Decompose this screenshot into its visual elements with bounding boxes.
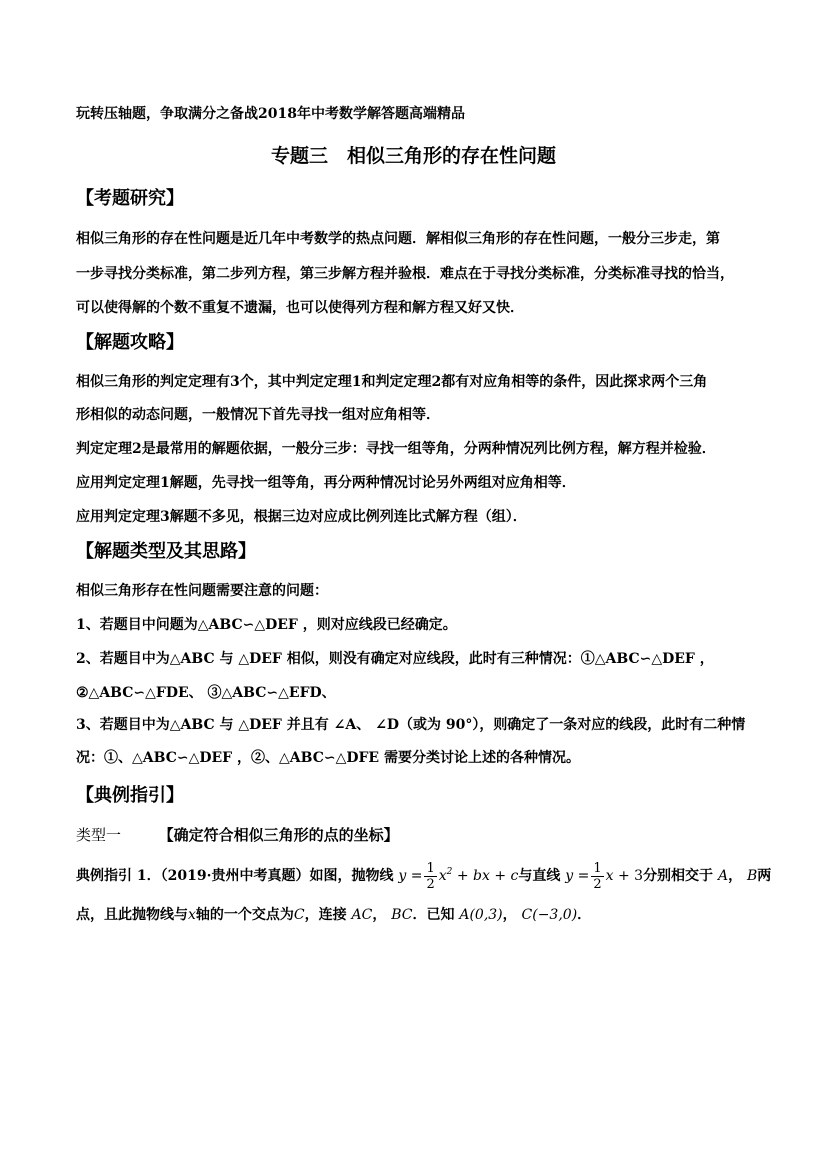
example-prefix: 典例指引 1． — [76, 868, 161, 884]
example-text-1: 如图，抛物线 — [309, 868, 394, 884]
section-heading-strategy: 【解题攻略】 — [76, 332, 184, 353]
point-a: A — [717, 868, 729, 884]
types-line-6: 况：①、△ABC∽△DEF ，②、△ABC∽△DFE 需要分类讨论上述的各种情况。 — [76, 750, 580, 766]
a-coordinate: A(0,3) — [459, 907, 503, 923]
strategy-line-1: 相似三角形的判定定理有3个，其中判定定理1和判定定理2都有对应角相等的条件，因此探求两个三角 — [76, 374, 708, 390]
parabola-equation: y = $\frac{1}{2}$ $x^2$ + bx + c — [398, 860, 519, 892]
segment-ac: AC — [351, 907, 373, 923]
strategy-line-4: 应用判定定理1解题，先寻找一组等角，再分两种情况讨论另外两组对应角相等． — [76, 475, 576, 491]
strategy-line-2: 形相似的动态问题，一般情况下首先寻找一组对应角相等． — [76, 407, 440, 423]
research-line-1: 相似三角形的存在性问题是近几年中考数学的热点问题．解相似三角形的存在性问题，一般分三步走，第 — [76, 231, 720, 247]
strategy-line-5: 应用判定定理3解题不多见，根据三边对应成比例列连比式解方程（组）． — [76, 509, 527, 525]
example-line-1: 典例指引 1．（2019·贵州中考真题）如图，抛物线 y = $\frac{1}{2}$ $x^2$ + bx + c与直线 y = $\frac{1}{2}$ x + 3分别相交于 A， B两 — [76, 860, 772, 892]
types-line-5: 3、若题目中为△ABC 与 △DEF 并且有 ∠A、 ∠D（或为 90°），则确定了一条对应的线段，此时有二种情 — [76, 717, 746, 733]
type-one-row — [76, 826, 399, 844]
research-line-2: 一步寻找分类标准，第二步列方程，第三步解方程并验根．难点在于寻找分类标准，分类标准寻找的恰当， — [76, 266, 734, 282]
example-line-2: 点，且此抛物线与x轴的一个交点为C，连接 AC， BC．已知 A(0,3)， C(−3,0)． — [76, 907, 592, 923]
point-b: B — [746, 868, 758, 884]
segment-bc: BC — [391, 907, 413, 923]
type-label: 类型一 — [76, 826, 122, 844]
strategy-line-3: 判定定理2是最常用的解题依据，一般分三步：寻找一组等角，分两种情况列比例方程，解方程并检验． — [76, 441, 716, 457]
page-title: 专题三 相似三角形的存在性问题 — [270, 145, 556, 167]
example-text-2: 与直线 — [518, 868, 561, 884]
type-title: 【确定符合相似三角形的点的坐标】 — [158, 826, 399, 844]
types-line-4: ②△ABC∽△FDE、 ③△ABC∽△EFD、 — [76, 685, 336, 701]
types-line-2: 1、若题目中问题为△ABC∽△DEF ，则对应线段已经确定。 — [76, 617, 457, 633]
section-heading-types: 【解题类型及其思路】 — [76, 541, 256, 562]
example-source: （2019·贵州中考真题） — [160, 868, 310, 884]
types-line-3: 2、若题目中为△ABC 与 △DEF 相似，则没有确定对应线段，此时有三种情况：①△ABC∽△DEF ， — [76, 651, 714, 667]
types-line-1: 相似三角形存在性问题需要注意的问题： — [76, 583, 328, 599]
c-coordinate: C(−3,0) — [521, 907, 578, 923]
section-heading-examples: 【典例指引】 — [76, 785, 184, 806]
research-line-3: 可以使得解的个数不重复不遗漏，也可以使得列方程和解方程又好又快． — [76, 300, 524, 316]
example-text-4: 两 — [757, 868, 772, 884]
header-note: 玩转压轴题，争取满分之备战2018年中考数学解答题高端精品 — [76, 106, 465, 122]
section-heading-research: 【考题研究】 — [76, 188, 184, 209]
line-equation: y = $\frac{1}{2}$ x + 3 — [565, 860, 644, 892]
example-text-3: 分别相交于 — [643, 868, 714, 884]
